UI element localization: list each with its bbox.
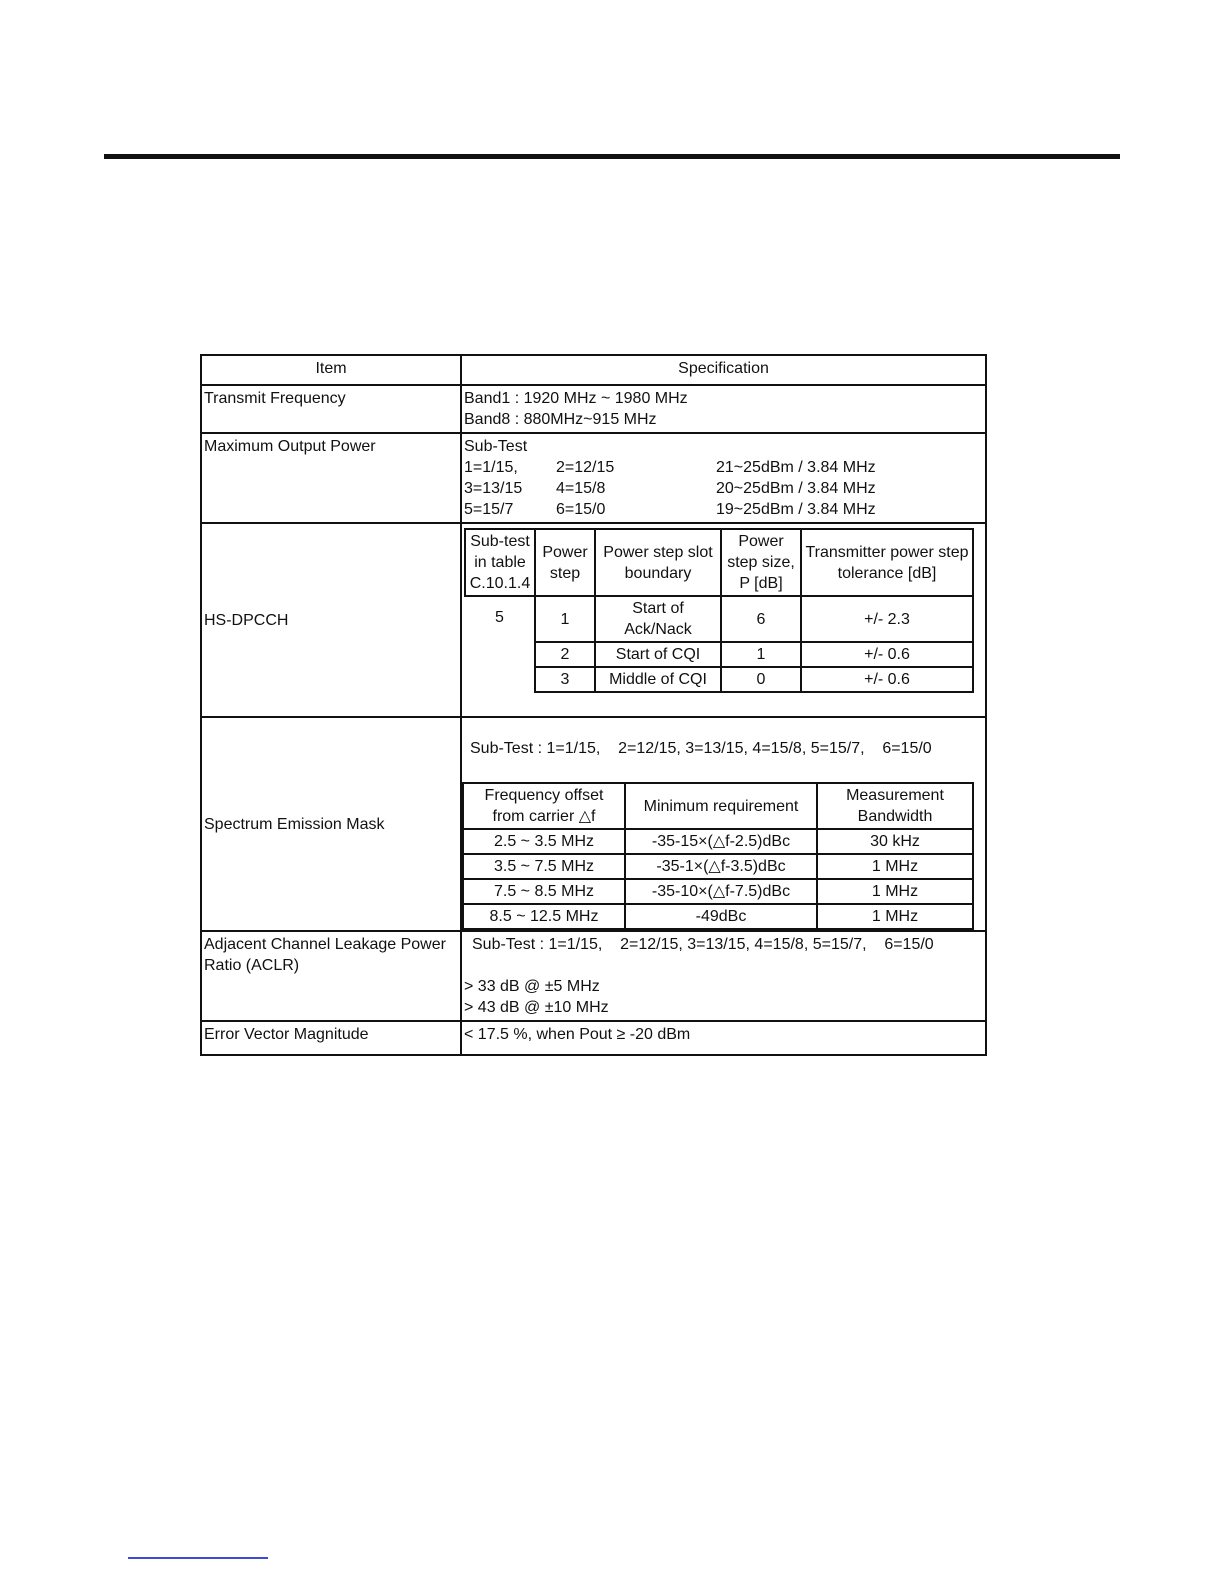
text-line: Band1 : 1920 MHz ~ 1980 MHz (464, 390, 688, 407)
subtest-line: Sub-Test : 1=1/15, 2=12/15, 3=13/15, 4=15/8, 5=15/7, 6=15/0 (472, 936, 934, 953)
cell: -35-15×(△f-2.5)dBc (625, 829, 817, 854)
cell: 1 MHz (817, 904, 973, 929)
inner-row (465, 667, 973, 692)
subtest-line: Sub-Test : 1=1/15, 2=12/15, 3=13/15, 4=15/8, 5=15/7, 6=15/0 (470, 740, 932, 757)
cell: 30 kHz (817, 829, 973, 854)
row-label: Adjacent Channel Leakage Power Ratio (ACLR) (201, 931, 461, 1021)
cell: -49dBc (625, 904, 817, 929)
cell: 3 (535, 667, 595, 692)
cell: Start of CQI (595, 642, 721, 667)
cell: Middle of CQI (595, 667, 721, 692)
cell: 8.5 ~ 12.5 MHz (463, 904, 625, 929)
row-value (461, 385, 986, 433)
subtest-line: 5=15/7 6=15/0 19~25dBm / 3.84 MHz (464, 501, 876, 518)
column-header: Transmitter power step tolerance [dB] (801, 529, 973, 596)
row-label: Error Vector Magnitude (201, 1021, 461, 1055)
row-value: < 17.5 %, when Pout ≥ -20 dBm (461, 1021, 986, 1055)
spec-table (200, 354, 987, 1056)
inner-row (463, 854, 973, 879)
inner-header-row (465, 529, 973, 596)
row-label: Spectrum Emission Mask (201, 717, 461, 931)
table-row (201, 433, 986, 523)
header-rule (104, 154, 1120, 159)
column-header: Minimum requirement (625, 783, 817, 829)
text-line: > 33 dB @ ±5 MHz (464, 978, 600, 995)
row-label: Transmit Frequency (201, 385, 461, 433)
inner-header-row (463, 783, 973, 829)
row-value (461, 717, 986, 931)
inner-row (465, 642, 973, 667)
item-header: Item (201, 355, 461, 385)
cell: 2.5 ~ 3.5 MHz (463, 829, 625, 854)
inner-row (463, 829, 973, 854)
cell: +/- 0.6 (801, 642, 973, 667)
cell: Start of Ack/Nack (595, 596, 721, 642)
text-line: Band8 : 880MHz~915 MHz (464, 411, 657, 428)
hs-dpcch-table (464, 528, 974, 693)
specification-header: Specification (461, 355, 986, 385)
column-header: Power step slot boundary (595, 529, 721, 596)
column-header: Frequency offset from carrier △f (463, 783, 625, 829)
subtest-line: 3=13/15 4=15/8 20~25dBm / 3.84 MHz (464, 480, 876, 497)
table-row (201, 385, 986, 433)
column-header: Sub-test in table C.10.1.4 (465, 529, 535, 596)
cell: 0 (721, 667, 801, 692)
table-row (201, 523, 986, 717)
inner-row (463, 904, 973, 929)
row-value (461, 523, 986, 717)
cell: 1 MHz (817, 879, 973, 904)
cell: 1 MHz (817, 854, 973, 879)
subtest-cell: 5 (495, 609, 504, 626)
column-header: Power step (535, 529, 595, 596)
table-row (201, 1021, 986, 1055)
table-header-row (201, 355, 986, 385)
cell: 2 (535, 642, 595, 667)
cell: 1 (721, 642, 801, 667)
row-label: Maximum Output Power (201, 433, 461, 523)
cell: +/- 0.6 (801, 667, 973, 692)
emission-mask-table (462, 782, 974, 930)
footer-link-underline (128, 1557, 268, 1559)
cell: -35-10×(△f-7.5)dBc (625, 879, 817, 904)
subtest-line: 1=1/15, 2=12/15 21~25dBm / 3.84 MHz (464, 459, 876, 476)
cell: -35-1×(△f-3.5)dBc (625, 854, 817, 879)
column-header: Power step size, P [dB] (721, 529, 801, 596)
text-line: > 43 dB @ ±10 MHz (464, 999, 609, 1016)
inner-row (463, 879, 973, 904)
column-header: Measurement Bandwidth (817, 783, 973, 829)
table-row (201, 717, 986, 931)
table-row (201, 931, 986, 1021)
row-label: HS-DPCCH (201, 523, 461, 717)
cell: 7.5 ~ 8.5 MHz (463, 879, 625, 904)
inner-row (465, 596, 973, 642)
row-value (461, 931, 986, 1021)
subtest-title: Sub-Test (464, 438, 528, 455)
cell: +/- 2.3 (801, 596, 973, 642)
cell: 6 (721, 596, 801, 642)
cell: 3.5 ~ 7.5 MHz (463, 854, 625, 879)
row-value (461, 433, 986, 523)
cell: 1 (535, 596, 595, 642)
